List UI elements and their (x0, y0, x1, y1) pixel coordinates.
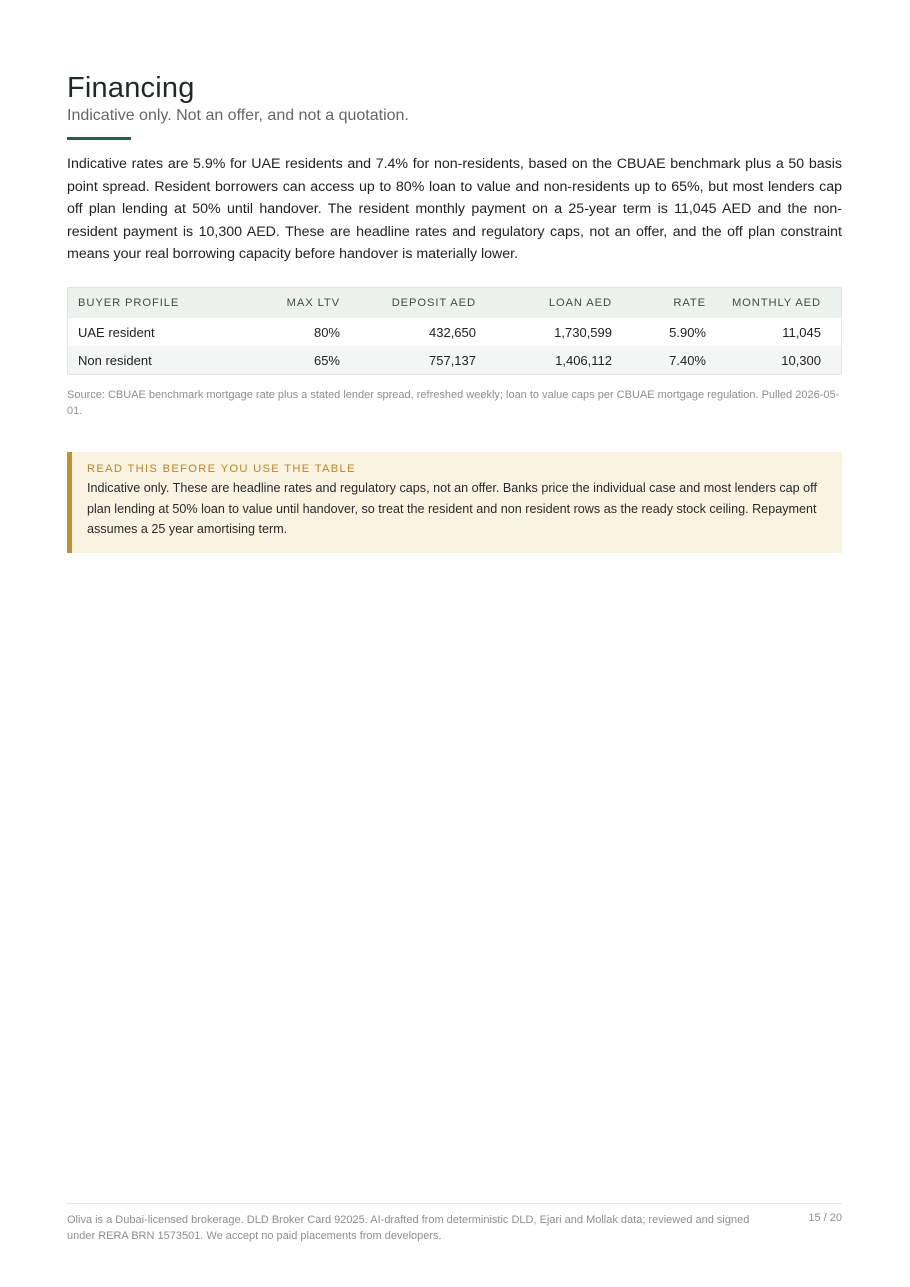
page-title: Financing (67, 72, 195, 104)
page-number: 15 / 20 (808, 1212, 842, 1224)
cell-max-ltv: 80% (313, 324, 340, 340)
cell-loan: 1,730,599 (554, 324, 612, 340)
header-max-ltv: MAX LTV (286, 297, 340, 309)
table-header-row (68, 288, 841, 318)
header-rate: RATE (673, 297, 706, 309)
header-deposit: DEPOSIT AED (391, 297, 476, 309)
financing-table (67, 287, 842, 375)
cell-monthly: 10,300 (781, 352, 821, 368)
page-subtitle: Indicative only. Not an offer, and not a quotation. (67, 107, 409, 124)
footer-disclaimer: Oliva is a Dubai-licensed brokerage. DLD Broker Card 92025. AI-drafted from deterministic DLD, Ejari and Mollak data; reviewed and signed under RERA BRN 1573501. We accept no paid placements from developers. (67, 1214, 750, 1242)
intro-paragraph: Indicative rates are 5.9% for UAE residents and 7.4% for non-residents, based on the CBUAE benchmark plus a 50 basis point spread. Resident borrowers can access up to 80% loan to value and non-residents up to 65%, but most lenders cap off plan lending at 50% until handover. The resident monthly payment on a 25-year term is 11,045 AED and the non-resident payment is 10,300 AED. These are headline rates and regulatory caps, not an offer, and the off plan constraint means your real borrowing capacity before handover is materially lower. (67, 156, 842, 262)
cell-monthly: 11,045 (782, 324, 821, 340)
cell-deposit: 432,650 (429, 324, 476, 340)
header-buyer-profile: BUYER PROFILE (78, 297, 180, 309)
cell-deposit: 757,137 (429, 352, 476, 368)
title-accent-rule (67, 137, 131, 140)
warning-callout (67, 452, 842, 553)
callout-title: READ THIS BEFORE YOU USE THE TABLE (87, 463, 356, 475)
header-loan: LOAN AED (548, 297, 612, 309)
table-row (68, 346, 841, 374)
callout-body: Indicative only. These are headline rates and regulatory caps, not an offer. Banks price the individual case and most lenders cap off plan lending at 50% loan to value until handover, so treat the resident and non resident rows as the ready stock ceiling. Repayment assumes a 25 year amortising term. (87, 481, 817, 536)
header-monthly: MONTHLY AED (731, 297, 821, 309)
cell-rate: 5.90% (669, 324, 706, 340)
cell-loan: 1,406,112 (555, 352, 612, 368)
table-source-note: Source: CBUAE benchmark mortgage rate plus a stated lender spread, refreshed weekly; loan to value caps per CBUAE mortgage regulation. Pulled 2026-05-01. (67, 389, 840, 417)
cell-buyer-profile: Non resident (78, 352, 152, 368)
footer-divider (67, 1203, 842, 1204)
cell-buyer-profile: UAE resident (78, 324, 155, 340)
cell-rate: 7.40% (669, 352, 706, 368)
table-row (68, 318, 841, 346)
cell-max-ltv: 65% (313, 352, 340, 368)
